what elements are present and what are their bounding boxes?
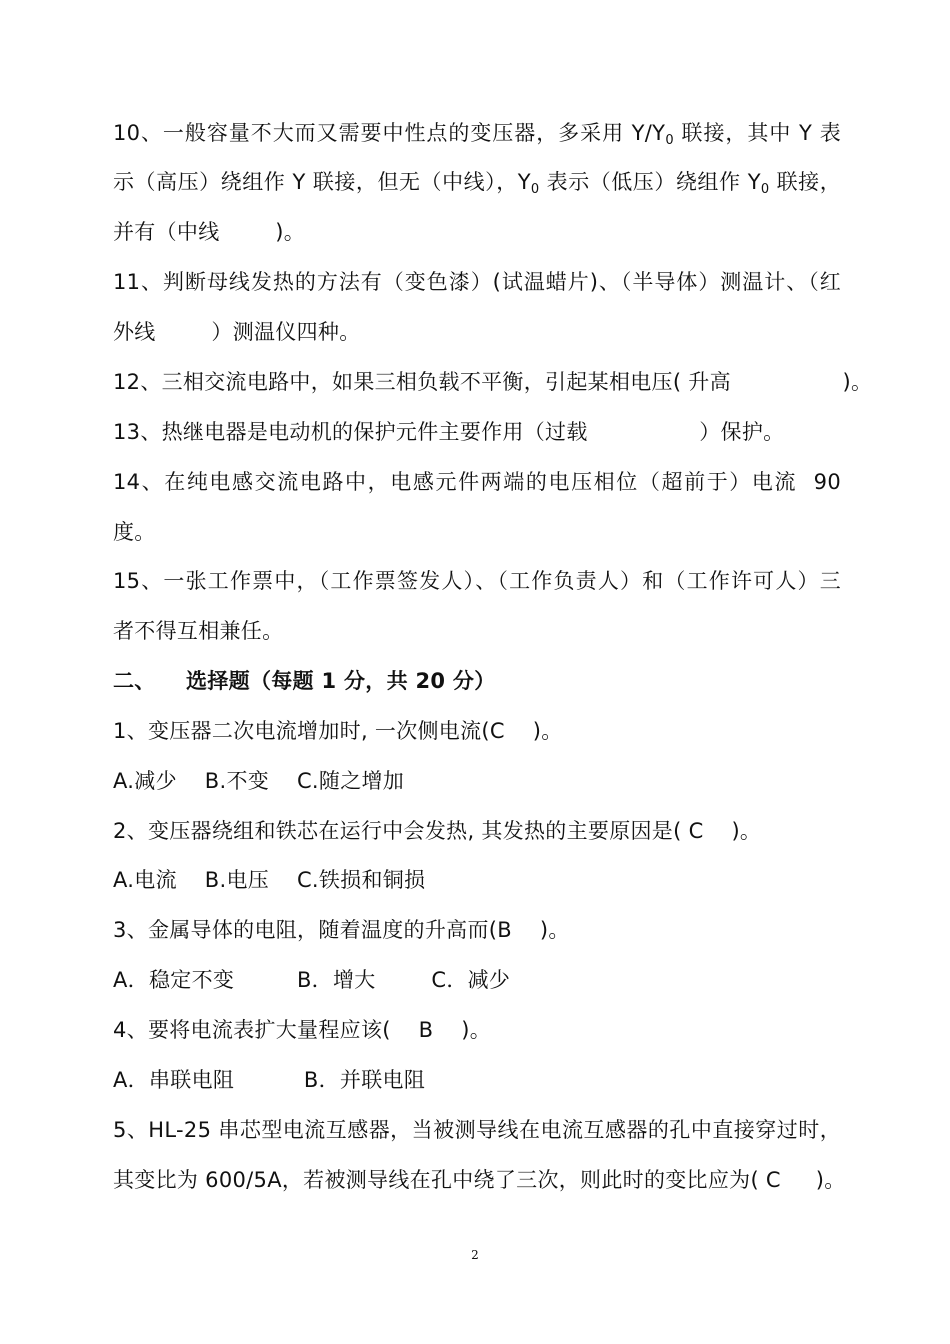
q10-line2: 示（高压）绕组作 Y 联接，但无（中线），$Y_0$ 表示（低压）绕组作 $Y_0$ 联接，	[113, 170, 841, 197]
q15-line2: 者不得互相兼任。	[113, 619, 284, 643]
q10-line1: 10、一般容量不大而又需要中性点的变压器，多采用 $Y/Y_0$ 联接，其中 Y 表	[113, 121, 842, 148]
q15-line1: 15、一张工作票中，（工作票签发人）、（工作负责人）和（工作许可人）三	[113, 569, 841, 593]
choice-q1-options: A.减少 B.不变 C.随之增加	[113, 769, 405, 793]
q13-line: 13、热继电器是电动机的保护元件主要作用（过载 ）保护。	[113, 420, 785, 444]
choice-q4-options: A．串联电阻 B．并联电阻	[113, 1068, 426, 1092]
choice-q4: 4、要将电流表扩大量程应该( B )。	[113, 1018, 492, 1042]
choice-q2-options: A.电流 B.电压 C.铁损和铜损	[113, 868, 426, 892]
section-heading: 二、 选择题（每题 1 分，共 20 分）	[113, 669, 496, 693]
choice-q5-line1: 5、HL-25 串芯型电流互感器，当被测导线在电流互感器的孔中直接穿过时，	[113, 1118, 841, 1142]
choice-q1: 1、变压器二次电流增加时, 一次侧电流(C )。	[113, 719, 563, 743]
q12-line: 12、三相交流电路中，如果三相负载不平衡，引起某相电压( 升高 )。	[113, 370, 873, 394]
q14-line1: 14、在纯电感交流电路中，电感元件两端的电压相位（超前于）电流 90	[113, 470, 841, 494]
q14-line2: 度。	[113, 520, 156, 544]
q11-line1: 11、判断母线发热的方法有（变色漆）(试温蜡片)、（半导体）测温计、（红	[113, 270, 841, 294]
choice-q5-line2: 其变比为 600/5A，若被测导线在孔中绕了三次，则此时的变比应为( C )。	[113, 1168, 846, 1192]
choice-q3-options: A．稳定不变 B．增大 C．减少	[113, 968, 511, 992]
q10-line3: 并有（中线 )。	[113, 220, 306, 244]
page-number: 2	[471, 1248, 479, 1262]
choice-q2: 2、变压器绕组和铁芯在运行中会发热, 其发热的主要原因是( C )。	[113, 819, 762, 843]
q11-line2: 外线 ）测温仪四种。	[113, 320, 361, 344]
choice-q3: 3、金属导体的电阻，随着温度的升高而(B )。	[113, 918, 570, 942]
